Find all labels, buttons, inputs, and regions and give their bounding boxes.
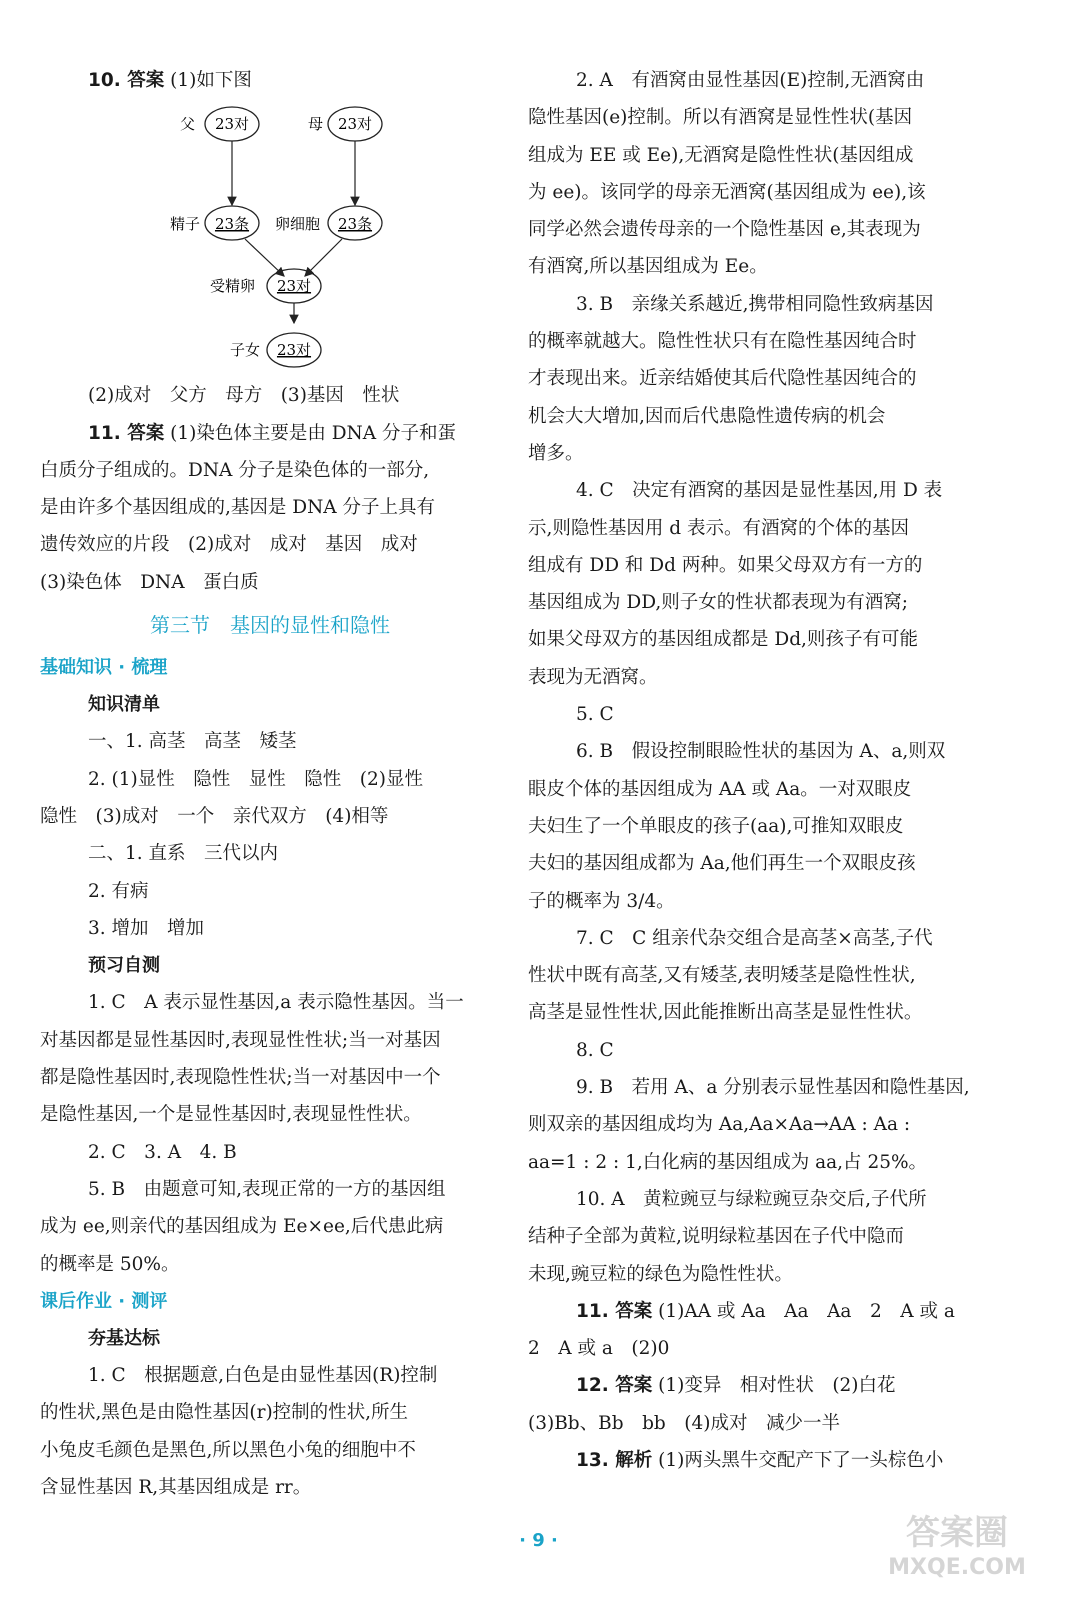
r5-line: 5. C xyxy=(576,704,614,726)
q11-text-1: (1)染色体主要是由 DNA 分子和蛋 xyxy=(170,422,456,444)
r6-line-4: 夫妇的基因组成都为 Aa,他们再生一个双眼皮孩 xyxy=(528,853,916,875)
r10-line-1: 10. A 黄粒豌豆与绿粒豌豆杂交后,子代所 xyxy=(576,1188,927,1210)
knowledge-line-5: 2. 有病 xyxy=(88,880,149,902)
q11-line-5: (3)染色体 DNA 蛋白质 xyxy=(40,571,259,593)
r12-text-1: (1)变异 相对性状 (2)白花 xyxy=(658,1375,896,1397)
r3-line-2: 的概率就越大。隐性性状只有在隐性基因纯合时 xyxy=(528,331,917,353)
r9-line-2: 则双亲的基因组成均为 Aa,Aa×Aa→AA : Aa : xyxy=(528,1114,911,1136)
preview-5-line-1: 5. B 由题意可知,表现正常的一方的基因组 xyxy=(88,1178,446,1200)
r12-line-1 xyxy=(528,1367,998,1404)
subheading-knowledge-list: 知识清单 xyxy=(88,694,160,716)
q11-answer-label: 11. 答案 xyxy=(88,422,165,444)
q10-line xyxy=(40,62,500,99)
r2-line-3: 组成为 EE 或 Ee),无酒窝是隐性性状(基因组成 xyxy=(528,144,914,166)
r13-text-1: (1)两头黑牛交配产下了一头棕色小 xyxy=(658,1449,944,1471)
r12-line-2: (3)Bb、Bb bb (4)成对 减少一半 xyxy=(528,1412,840,1434)
knowledge-line-3: 隐性 (3)成对 一个 亲代双方 (4)相等 xyxy=(40,805,389,827)
preview-2-4: 2. C 3. A 4. B xyxy=(88,1141,237,1163)
preview-5-line-2: 成为 ee,则亲代的基因组成为 Ee×ee,后代患此病 xyxy=(40,1216,444,1238)
r6-line-2: 眼皮个体的基因组成为 AA 或 Aa。一对双眼皮 xyxy=(528,778,912,800)
q11-line-3: 是由许多个基因组成的,基因是 DNA 分子上具有 xyxy=(40,497,436,519)
watermark-line-2: MXQE.COM xyxy=(888,1555,1026,1580)
r4-line-6: 表现为无酒窝。 xyxy=(528,666,658,688)
preview-1-line-1: 1. C A 表示显性基因,a 表示隐性基因。当一 xyxy=(88,992,464,1014)
chromosome-inheritance-diagram xyxy=(80,99,460,331)
r11-answer-label: 11. 答案 xyxy=(576,1300,653,1322)
mother-label: 母 xyxy=(308,115,324,134)
q11-line-1 xyxy=(40,415,500,452)
child-value: 23对 xyxy=(276,341,312,360)
r4-line-5: 如果父母双方的基因组成都是 Dd,则孩子有可能 xyxy=(528,629,918,651)
child-node-group xyxy=(80,327,460,377)
mother-value: 23对 xyxy=(337,115,373,134)
r8-line: 8. C xyxy=(576,1039,614,1061)
page-number: · 9 · xyxy=(519,1530,558,1551)
r13-analysis-label: 13. 解析 xyxy=(576,1449,653,1471)
q10-answer-label: 10. 答案 xyxy=(88,70,165,91)
r3-line-4: 机会大大增加,因而后代患隐性遗传病的机会 xyxy=(528,405,886,427)
knowledge-line-6: 3. 增加 增加 xyxy=(88,917,205,939)
preview-1-line-2: 对基因都是显性基因时,表现显性性状;当一对基因 xyxy=(40,1029,441,1051)
r4-line-2: 示,则隐性基因用 d 表示。有酒窝的个体的基因 xyxy=(528,517,909,539)
sperm-label: 精子 xyxy=(170,215,201,234)
r2-line-4: 为 ee)。该同学的母亲无酒窝(基因组成为 ee),该 xyxy=(528,181,926,203)
right-column xyxy=(528,62,998,1479)
r4-line-3: 组成有 DD 和 Dd 两种。如果父母双方有一方的 xyxy=(528,554,923,576)
r3-line-5: 增多。 xyxy=(528,442,584,464)
arrow-egg-zygote xyxy=(305,239,342,276)
q11-line-2: 白质分子组成的。DNA 分子是染色体的一部分, xyxy=(40,459,430,481)
r3-line-3: 才表现出来。近亲结婚使其后代隐性基因纯合的 xyxy=(528,368,917,390)
q11-line-4: 遗传效应的片段 (2)成对 成对 基因 成对 xyxy=(40,534,418,556)
r13-line-1 xyxy=(528,1442,998,1479)
preview-1-line-3: 都是隐性基因时,表现隐性性状;当一对基因中一个 xyxy=(40,1067,441,1089)
preview-5-line-3: 的概率是 50%。 xyxy=(40,1253,180,1275)
zygote-label: 受精卵 xyxy=(210,277,256,296)
r2-line-6: 有酒窝,所以基因组成为 Ee。 xyxy=(528,256,768,278)
egg-value: 23条 xyxy=(337,215,373,234)
r9-line-3: aa=1 : 2 : 1,白化病的基因组成为 aa,占 25%。 xyxy=(528,1151,928,1173)
r4-line-4: 基因组成为 DD,则子女的性状都表现为有酒窝; xyxy=(528,592,909,614)
subheading-preview-test: 预习自测 xyxy=(88,955,160,977)
r11-line-1 xyxy=(528,1293,998,1330)
homework-1-line-2: 的性状,黑色是由隐性基因(r)控制的性状,所生 xyxy=(40,1402,409,1424)
section-title: 第三节 基因的显性和隐性 xyxy=(150,613,390,638)
arrow-sperm-zygote xyxy=(245,239,284,276)
knowledge-line-2: 2. (1)显性 隐性 显性 隐性 (2)显性 xyxy=(88,768,423,790)
r12-answer-label: 12. 答案 xyxy=(576,1375,653,1397)
r7-line-1: 7. C C 组亲代杂交组合是高茎×高茎,子代 xyxy=(576,927,933,949)
preview-1-line-4: 是隐性基因,一个是显性基因时,表现显性性状。 xyxy=(40,1104,422,1126)
egg-label: 卵细胞 xyxy=(275,215,321,234)
sperm-value: 23条 xyxy=(214,215,250,234)
knowledge-line-1: 一、1. 高茎 高茎 矮茎 xyxy=(88,731,297,753)
r7-line-3: 高茎是显性性状,因此能推断出高茎是显性性状。 xyxy=(528,1002,923,1024)
r3-line-1: 3. B 亲缘关系越近,携带相同隐性致病基因 xyxy=(576,293,934,315)
r11-line-2: 2 A 或 a (2)0 xyxy=(528,1338,670,1360)
r6-line-3: 夫妇生了一个单眼皮的孩子(aa),可推知双眼皮 xyxy=(528,815,904,837)
child-label: 子女 xyxy=(230,341,261,360)
r4-line-1: 4. C 决定有酒窝的基因是显性基因,用 D 表 xyxy=(576,480,943,502)
father-label: 父 xyxy=(180,115,196,134)
r11-text-1: (1)AA 或 Aa Aa Aa 2 A 或 a xyxy=(658,1300,955,1322)
r6-line-1: 6. B 假设控制眼睑性状的基因为 A、a,则双 xyxy=(576,741,946,763)
homework-1-line-3: 小兔皮毛颜色是黑色,所以黑色小兔的细胞中不 xyxy=(40,1439,416,1461)
r10-line-2: 结种子全部为黄粒,说明绿粒基因在子代中隐而 xyxy=(528,1226,904,1248)
r10-line-3: 未现,豌豆粒的绿色为隐性性状。 xyxy=(528,1263,793,1285)
r6-line-5: 子的概率为 3/4。 xyxy=(528,890,675,912)
homework-1-line-4: 含显性基因 R,其基因组成是 rr。 xyxy=(40,1477,312,1499)
watermark-line-1: 答案圈 xyxy=(906,1513,1008,1553)
category-basic-knowledge: 基础知识 · 梳理 xyxy=(40,657,168,679)
father-value: 23对 xyxy=(214,115,250,134)
r9-line-1: 9. B 若用 A、a 分别表示显性基因和隐性基因, xyxy=(576,1077,970,1099)
watermark-logo xyxy=(867,1502,1047,1582)
q10-text: (1)如下图 xyxy=(170,70,252,91)
knowledge-line-4: 二、1. 直系 三代以内 xyxy=(88,843,279,865)
q10-tail: (2)成对 父方 母方 (3)基因 性状 xyxy=(88,385,400,407)
subheading-foundation: 夯基达标 xyxy=(88,1327,160,1349)
left-column xyxy=(40,62,500,1506)
r2-line-5: 同学必然会遗传母亲的一个隐性基因 e,其表现为 xyxy=(528,219,921,241)
r7-line-2: 性状中既有高茎,又有矮茎,表明矮茎是隐性性状, xyxy=(528,965,916,987)
homework-1-line-1: 1. C 根据题意,白色是由显性基因(R)控制 xyxy=(88,1365,438,1387)
r2-line-1: 2. A 有酒窝由显性基因(E)控制,无酒窝由 xyxy=(576,70,925,91)
category-homework: 课后作业 · 测评 xyxy=(40,1290,168,1312)
r2-line-2: 隐性基因(e)控制。所以有酒窝是显性性状(基因 xyxy=(528,107,913,129)
zygote-value: 23对 xyxy=(276,277,312,296)
